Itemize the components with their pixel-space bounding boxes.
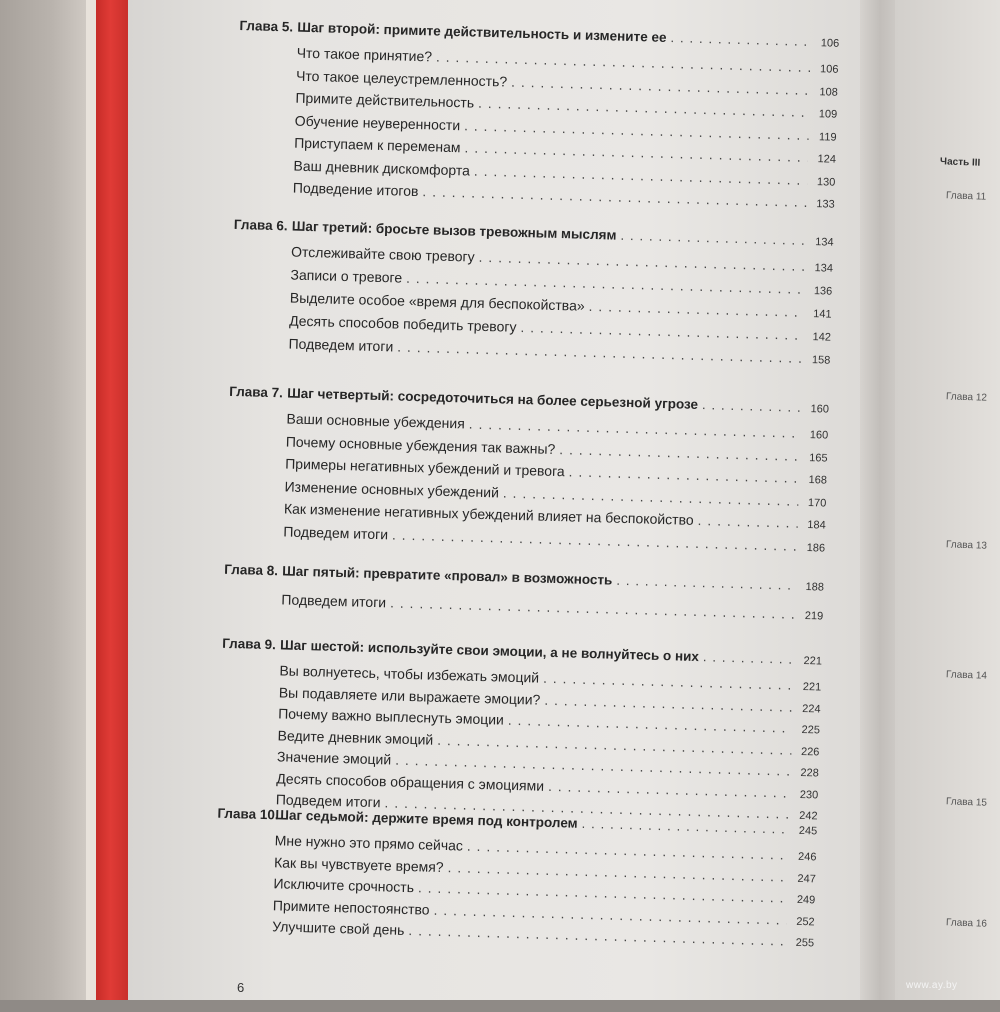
entry-page: 224 [802,702,821,715]
leader-dots [433,901,787,927]
entry-page: 221 [802,680,822,694]
right-page-entry: Глава 12 [945,391,988,404]
leader-dots [544,691,793,714]
leader-dots [474,162,808,187]
book-cover-edge [0,0,86,1000]
entry-page: 124 [817,153,837,166]
leader-dots [436,48,811,74]
chapter-title: Шаг шестой: используйте свои эмоции, а не волнуйтесь о них [279,637,700,665]
entry-title: Десять способов обращения с эмоциями [276,769,545,794]
entry-title: Подведем итоги [283,522,389,542]
entry-page: 225 [801,723,821,737]
entry-title: Что такое принятие? [296,44,433,65]
entry-page: 246 [797,850,817,864]
entry-title: Что такое целеустремленность? [295,67,508,89]
entry-page: 158 [811,354,831,367]
right-page-entry: Глава 16 [945,917,988,930]
chapter-page: 160 [810,403,830,416]
entry-title: Ваши основные убеждения [286,410,466,432]
entry-title: Примите действительность [295,89,475,111]
page-number: 6 [237,980,245,995]
book-gutter [860,0,900,1000]
right-page-entry: Глава 13 [945,539,988,552]
right-page-entry: Глава 14 [945,669,988,682]
entry-title: Примеры негативных убеждений и тревога [285,455,565,480]
leader-dots [467,838,789,863]
entry-page: 130 [816,175,836,189]
entry-title: Вы волнуетесь, чтобы избежать эмоций [279,662,540,686]
right-page-entry: Часть III [939,156,981,169]
leader-dots [503,484,799,508]
entry-page: 170 [807,496,827,510]
entry-page: 141 [813,308,832,321]
chapter-page: 106 [820,37,840,50]
chapter-label: Глава 10. [217,805,279,823]
entry-page: 133 [816,198,835,211]
entry-title: Изменение основных убеждений [284,477,500,500]
entry-title: Примите непостоянство [272,896,430,918]
entry-title: Почему основные убеждения так важны? [285,432,556,457]
chapter-label: Глава 7. [229,383,284,401]
red-cover-band [96,0,128,1000]
leader-dots [702,397,801,415]
leader-dots [464,117,809,143]
chapter-label: Глава 9. [221,635,277,653]
chapter-title: Шаг седьмой: держите время под контролем [275,807,578,831]
leader-dots [408,922,786,949]
entry-title: Приступаем к переменам [293,134,461,156]
leader-dots [464,139,808,165]
entry-title: Вы подавляете или выражаете эмоции? [278,683,541,708]
entry-page: 230 [799,788,819,801]
entry-title: Десять способов победить тревогу [289,312,517,335]
chapter-title: Шаг пятый: превратите «провал» в возможность [282,563,613,588]
entry-title: Выделите особое «время для беспокойства» [289,289,585,314]
entry-page: 165 [809,451,828,465]
leader-dots [616,573,796,593]
entry-title: Ведите дневник эмоций [277,726,434,748]
chapter-label: Глава 6. [233,216,288,234]
entry-title: Мне нужно это прямо сейчас [274,832,464,854]
cover-inner-strip [86,0,96,1000]
leader-dots [422,183,807,210]
entry-title: Обучение неуверенности [294,112,461,133]
entry-title: Почему важно выплеснуть эмоции [278,705,505,728]
toc-chapter [224,562,824,594]
entry-page: 168 [808,474,828,487]
chapter-page: 134 [815,236,834,249]
leader-dots [469,416,801,441]
entry-page: 219 [804,610,824,623]
leader-dots [548,777,791,800]
chapter-page: 188 [805,581,825,594]
right-page-entry: Глава 15 [945,796,988,809]
right-page [895,0,1000,1000]
toc-entry [281,591,823,622]
entry-title: Как изменение негативных убеждений влияет на беспокойство [283,500,694,528]
leader-dots [543,670,794,693]
leader-dots [406,270,805,297]
leader-dots [511,73,810,97]
leader-dots [520,319,803,343]
entry-title: Подведем итоги [275,791,381,811]
entry-page: 186 [806,541,826,555]
entry-page: 119 [818,130,837,144]
leader-dots [478,249,805,274]
entry-title: Как вы чувствуете время? [273,853,444,875]
entry-title: Исключите срочность [273,875,415,896]
entry-page: 106 [819,63,839,76]
entry-page: 184 [807,519,826,532]
leader-dots [392,526,798,553]
chapter-title: Шаг второй: примите действительность и измените ее [297,19,667,45]
leader-dots [697,512,798,531]
leader-dots [703,649,794,667]
entry-page: 228 [800,766,819,780]
entry-page: 247 [797,872,817,885]
leader-dots [568,463,799,485]
entry-page: 249 [796,893,816,907]
chapter-page: 221 [803,654,823,668]
entry-title: Подведем итоги [288,335,394,355]
chapter-page: 245 [798,824,818,838]
entry-page: 134 [814,262,834,275]
leader-dots [478,95,810,120]
leader-dots [559,441,800,464]
leader-dots [670,30,811,49]
entry-title: Подведение итогов [292,179,419,200]
chapter-label: Глава 8. [224,561,279,579]
leader-dots [620,228,806,248]
leader-dots [588,298,803,320]
entry-page: 109 [818,108,838,121]
entry-title: Значение эмоций [276,748,392,768]
entry-page: 136 [813,285,833,298]
chapter-label: Глава 5. [239,17,294,35]
entry-title: Ваш дневник дискомфорта [293,157,471,178]
entry-page: 142 [812,331,832,344]
leader-dots [397,339,803,366]
leader-dots [390,594,796,621]
entry-title: Записи о тревоге [290,266,403,286]
right-page-entry: Глава 11 [945,190,987,203]
table-of-contents [212,6,839,1012]
leader-dots [508,712,793,736]
entry-page: 160 [809,429,829,442]
entry-title: Подведем итоги [281,591,387,611]
watermark: www.ay.by [906,980,958,991]
leader-dots [447,859,788,884]
chapter-title: Шаг четвертый: сосредоточиться на более серьезной угрозе [287,385,699,412]
entry-page: 108 [819,85,838,99]
chapter-title: Шаг третий: бросьте вызов тревожным мыслям [291,218,617,243]
entry-page: 255 [795,936,815,950]
entry-title: Отслеживайте свою тревогу [290,243,475,265]
entry-page: 252 [796,915,815,928]
entry-page: 242 [799,809,818,823]
entry-page: 226 [800,745,820,758]
entry-title: Улучшите свой день [272,918,405,938]
